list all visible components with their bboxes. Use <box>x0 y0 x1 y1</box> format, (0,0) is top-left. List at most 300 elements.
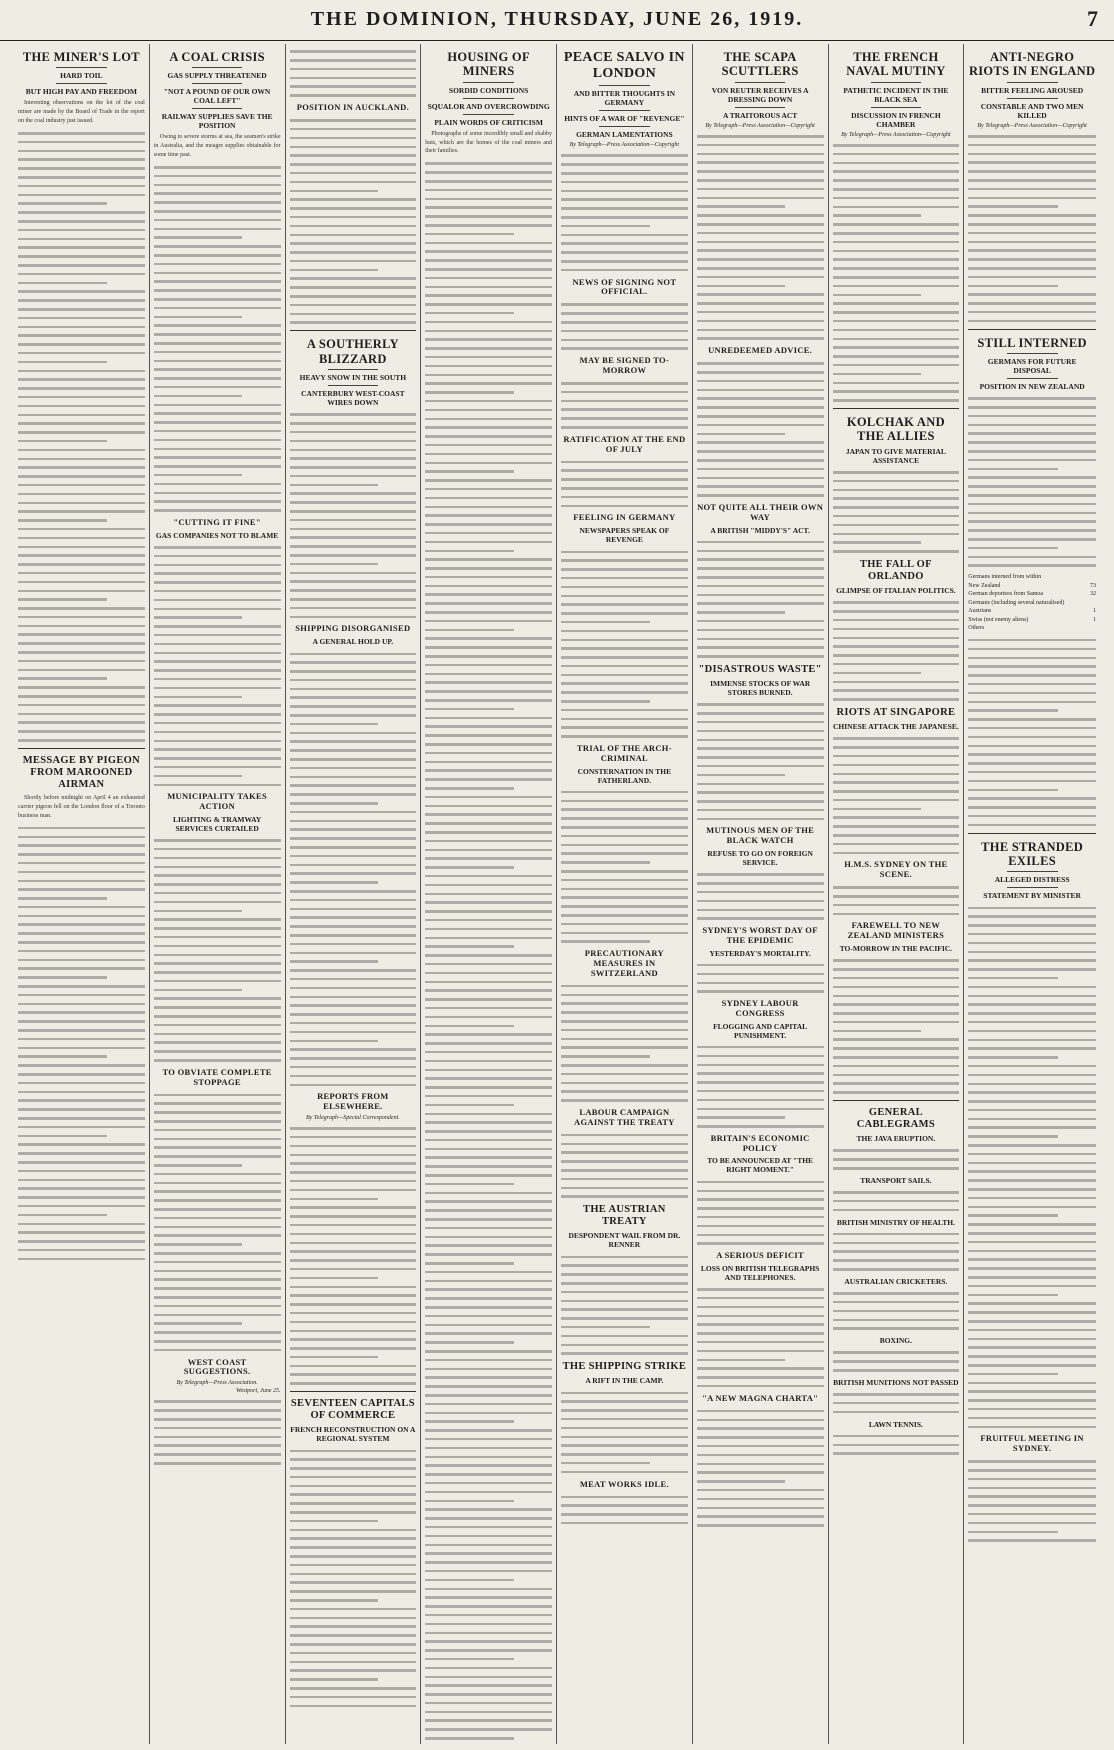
body-text-block <box>561 303 688 349</box>
text-line <box>561 1504 688 1507</box>
text-line <box>833 1056 960 1059</box>
text-line <box>561 726 688 729</box>
text-line <box>18 932 145 935</box>
text-line <box>425 778 552 781</box>
text-line <box>833 799 960 802</box>
text-line <box>561 1291 688 1294</box>
text-line <box>833 497 960 500</box>
text-line <box>18 739 145 742</box>
text-line <box>154 1462 281 1465</box>
text-line <box>968 1126 1096 1129</box>
article-black-watch <box>697 826 824 919</box>
article-housing-miners <box>425 50 552 1744</box>
text-line <box>154 1296 281 1299</box>
text-line <box>425 567 552 570</box>
text-line <box>561 808 688 811</box>
text-line <box>154 1050 281 1053</box>
text-line <box>290 1652 417 1655</box>
text-line <box>833 1310 960 1313</box>
text-line <box>697 135 824 138</box>
text-line <box>290 705 417 708</box>
text-line <box>425 1174 552 1177</box>
text-line <box>18 141 145 144</box>
text-line <box>425 1535 552 1538</box>
text-line <box>833 1452 960 1455</box>
table-row: Austrians 1 <box>968 608 1096 615</box>
text-line <box>290 580 417 583</box>
text-line <box>290 1338 417 1341</box>
text-line <box>290 1617 417 1620</box>
text-line <box>833 338 960 341</box>
article-obviate-stoppage <box>154 1068 281 1351</box>
article-municipality <box>154 792 281 1061</box>
text-line <box>290 1467 417 1470</box>
text-line <box>425 989 552 992</box>
text-line <box>154 1278 281 1281</box>
text-line <box>561 1160 688 1163</box>
body-text-block <box>968 135 1096 322</box>
text-line <box>290 1224 417 1227</box>
text-line <box>968 406 1096 409</box>
column-1 <box>14 44 150 1744</box>
text-line <box>154 307 281 310</box>
text-line <box>561 621 650 624</box>
text-line <box>968 1047 1096 1050</box>
text-line <box>18 950 145 953</box>
text-line <box>968 267 1096 270</box>
text-line <box>697 1463 824 1466</box>
text-line <box>290 1502 417 1505</box>
text-line <box>697 389 824 392</box>
text-line <box>561 1462 650 1465</box>
text-line <box>425 444 552 447</box>
text-line <box>561 577 688 580</box>
article-body: Interesting observations on the lot of the coal miner are made by the Board of Trade in the report on the coal industry just issued. <box>18 100 145 124</box>
text-line <box>833 672 922 675</box>
body-text-block <box>697 1046 824 1128</box>
text-line <box>697 585 824 588</box>
text-line <box>425 1491 552 1494</box>
text-line <box>697 1055 824 1058</box>
text-line <box>561 1169 688 1172</box>
text-line <box>18 466 145 469</box>
text-line <box>290 85 417 88</box>
article-hms-sydney <box>833 860 960 915</box>
text-line <box>968 1003 1096 1006</box>
text-line <box>154 166 281 169</box>
text-line <box>154 272 281 275</box>
text-line <box>154 483 281 486</box>
article-ratification <box>561 435 688 507</box>
text-line <box>425 1676 552 1679</box>
text-line <box>425 1086 552 1089</box>
byline: By Telegraph—Press Association—Copyright <box>569 142 680 149</box>
text-line <box>561 478 688 481</box>
text-line <box>290 1661 417 1664</box>
text-line <box>154 555 281 558</box>
text-line <box>561 269 688 272</box>
text-line <box>833 904 960 907</box>
text-line <box>425 180 552 183</box>
text-line <box>697 1207 824 1210</box>
text-line <box>18 414 145 417</box>
text-line <box>425 347 552 350</box>
text-line <box>561 1187 688 1190</box>
text-line <box>968 450 1096 453</box>
text-line <box>833 214 922 217</box>
text-line <box>18 1196 145 1199</box>
text-line <box>425 1464 552 1467</box>
text-line <box>18 1170 145 1173</box>
text-line <box>697 576 824 579</box>
text-line <box>425 1579 514 1582</box>
text-line <box>561 817 688 820</box>
headline: "A NEW MAGNA CHARTA" <box>702 1392 819 1403</box>
text-line <box>833 1167 960 1170</box>
text-line <box>425 743 552 746</box>
text-line <box>561 923 688 926</box>
text-line <box>697 249 824 252</box>
article-peace-salvo <box>561 50 688 271</box>
text-line <box>697 1480 786 1483</box>
text-line <box>154 1418 281 1421</box>
subhead: LAWN TENNIS. <box>868 1419 923 1429</box>
text-line <box>290 77 417 80</box>
column-2 <box>150 44 286 1744</box>
text-line <box>154 192 281 195</box>
text-line <box>290 50 417 53</box>
text-line <box>18 695 145 698</box>
article-general-cablegrams <box>833 1107 960 1455</box>
text-line <box>833 162 960 165</box>
article-french-mutiny <box>833 50 960 402</box>
text-line <box>968 476 1096 479</box>
text-line <box>968 485 1096 488</box>
headline: NOT QUITE ALL THEIR OWN WAY <box>697 501 824 522</box>
text-line <box>18 572 145 575</box>
text-line <box>154 997 281 1000</box>
subhead: BRITISH MUNITIONS NOT PASSED <box>833 1377 959 1387</box>
text-line <box>968 942 1096 945</box>
text-line <box>425 866 514 869</box>
text-line <box>833 689 960 692</box>
article-sydney-labour <box>697 999 824 1128</box>
text-line <box>18 598 107 601</box>
text-line <box>425 1702 552 1705</box>
text-line <box>697 646 824 649</box>
body-text-block <box>290 50 417 96</box>
text-line <box>833 267 960 270</box>
text-line <box>290 1250 417 1253</box>
text-line <box>18 220 145 223</box>
text-line <box>18 836 145 839</box>
deck: VON REUTER RECEIVES A DRESSING DOWN <box>711 85 809 104</box>
body-text-block <box>833 1351 960 1371</box>
text-line <box>833 1259 960 1262</box>
text-line <box>561 826 688 829</box>
text-line <box>154 775 243 778</box>
body-text-block <box>561 382 688 428</box>
text-line <box>290 943 417 946</box>
text-line <box>425 1711 552 1714</box>
text-line <box>18 616 145 619</box>
text-line <box>697 703 824 706</box>
deck: PLAIN WORDS OF CRITICISM <box>434 117 543 127</box>
text-line <box>968 144 1096 147</box>
text-line <box>968 1223 1096 1226</box>
text-line <box>290 137 417 140</box>
text-line <box>561 487 688 490</box>
deck: TO BE ANNOUNCED AT "THE RIGHT MOMENT." <box>707 1156 814 1175</box>
body-text-block <box>833 1292 960 1330</box>
text-line <box>154 599 281 602</box>
text-line <box>697 774 786 777</box>
text-line <box>968 1469 1096 1472</box>
text-line <box>425 1385 552 1388</box>
text-line <box>290 996 417 999</box>
text-line <box>561 1409 688 1412</box>
text-line <box>290 1458 417 1461</box>
text-line <box>425 541 552 544</box>
text-line <box>561 612 688 615</box>
text-line <box>290 846 417 849</box>
text-line <box>425 1588 552 1591</box>
text-line <box>18 1117 145 1120</box>
text-line <box>425 857 552 860</box>
text-line <box>290 872 417 875</box>
body-text-block <box>833 1435 960 1455</box>
text-line <box>18 370 145 373</box>
text-line <box>18 546 145 549</box>
text-line <box>561 665 688 668</box>
text-line <box>18 827 145 830</box>
text-line <box>425 699 552 702</box>
text-line <box>425 1280 552 1283</box>
text-line <box>154 1155 281 1158</box>
text-line <box>833 755 960 758</box>
body-text-block <box>833 471 960 553</box>
text-line <box>290 987 417 990</box>
text-line <box>18 1187 145 1190</box>
text-line <box>425 884 552 887</box>
text-line <box>968 780 1096 783</box>
text-line <box>968 797 1096 800</box>
text-line <box>290 572 417 575</box>
text-line <box>425 620 552 623</box>
text-line <box>968 1153 1096 1156</box>
text-line <box>561 505 688 508</box>
text-line <box>833 968 960 971</box>
text-line <box>18 906 145 909</box>
table-row: New Zealand 73 <box>968 582 1096 589</box>
text-line <box>968 1021 1096 1024</box>
text-line <box>18 730 145 733</box>
text-line <box>425 1640 552 1643</box>
text-line <box>290 295 417 298</box>
text-line <box>18 238 145 241</box>
text-line <box>154 546 281 549</box>
text-line <box>561 225 650 228</box>
text-line <box>290 1356 379 1359</box>
text-line <box>18 1099 145 1102</box>
text-line <box>968 968 1096 971</box>
text-line <box>154 1234 281 1237</box>
text-line <box>968 1232 1096 1235</box>
text-line <box>697 232 824 235</box>
text-line <box>833 302 960 305</box>
text-line <box>968 1170 1096 1173</box>
text-line <box>425 523 552 526</box>
text-line <box>425 901 552 904</box>
text-line <box>561 1427 688 1430</box>
article-shipping <box>290 624 417 1086</box>
text-line <box>290 916 417 919</box>
article-shipping-strike <box>561 1361 688 1473</box>
text-line <box>154 971 281 974</box>
text-line <box>561 1352 688 1355</box>
text-line <box>833 601 960 604</box>
text-line <box>425 1544 552 1547</box>
text-line <box>425 1306 552 1309</box>
text-line <box>425 277 552 280</box>
deck: CONSTERNATION IN THE FATHERLAND. <box>577 766 672 785</box>
table-row: Others <box>968 625 985 632</box>
text-line <box>561 1134 688 1137</box>
text-line <box>833 808 922 811</box>
text-line <box>154 954 281 957</box>
article-switzerland <box>561 949 688 1101</box>
text-line <box>561 1326 650 1329</box>
deck: FRENCH RECONSTRUCTION ON A REGIONAL SYSTEM <box>290 1425 416 1444</box>
text-line <box>290 820 417 823</box>
headline: REPORTS FROM ELSEWHERE. <box>317 1091 389 1112</box>
text-line <box>290 59 417 62</box>
text-line <box>154 945 281 948</box>
text-line <box>833 241 960 244</box>
text-line <box>154 404 281 407</box>
text-line <box>833 170 960 173</box>
text-line <box>833 1360 960 1363</box>
article-west-coast <box>154 1358 281 1465</box>
text-line <box>561 586 688 589</box>
text-line <box>968 547 1057 550</box>
text-line <box>697 477 824 480</box>
text-line <box>425 171 552 174</box>
text-line <box>290 119 417 122</box>
text-line <box>425 805 552 808</box>
text-line <box>290 181 417 184</box>
table-row: German deportees from Samoa 32 <box>968 591 1096 598</box>
text-line <box>561 207 688 210</box>
text-line <box>561 408 688 411</box>
text-line <box>833 1200 960 1203</box>
text-line <box>833 206 960 209</box>
text-line <box>290 457 417 460</box>
text-line <box>425 1667 552 1670</box>
text-line <box>425 831 552 834</box>
column-8 <box>964 44 1100 1744</box>
text-line <box>561 417 688 420</box>
text-line <box>18 528 145 531</box>
text-line <box>968 1162 1096 1165</box>
text-line <box>18 167 145 170</box>
text-line <box>290 802 379 805</box>
text-line <box>968 459 1096 462</box>
text-line <box>697 205 786 208</box>
text-line <box>697 371 824 374</box>
text-line <box>968 1083 1096 1086</box>
text-line <box>833 654 960 657</box>
text-line <box>697 302 824 305</box>
text-line <box>154 1094 281 1097</box>
text-line <box>561 559 688 562</box>
text-line <box>425 937 552 940</box>
text-line <box>425 1051 552 1054</box>
table-row: Germans (including several naturalised) <box>968 599 1065 606</box>
text-line <box>425 1218 552 1221</box>
text-line <box>154 1015 281 1018</box>
text-line <box>425 1649 552 1652</box>
text-line <box>290 1590 417 1593</box>
article-farewell <box>833 921 960 1093</box>
text-line <box>18 264 145 267</box>
text-line <box>697 809 824 812</box>
text-line <box>154 874 281 877</box>
text-line <box>290 1573 417 1576</box>
text-line <box>154 1243 243 1246</box>
text-line <box>18 158 145 161</box>
text-line <box>968 276 1096 279</box>
text-line <box>697 611 786 614</box>
text-line <box>561 1444 688 1447</box>
text-line <box>968 824 1096 827</box>
text-line <box>833 1149 960 1152</box>
text-line <box>154 1427 281 1430</box>
text-line <box>697 1350 824 1353</box>
text-line <box>290 723 379 726</box>
text-line <box>154 1252 281 1255</box>
text-line <box>18 326 145 329</box>
text-line <box>290 1233 417 1236</box>
text-line <box>968 709 1057 712</box>
text-line <box>561 630 688 633</box>
text-line <box>968 692 1096 695</box>
headline: HOUSING OF MINERS <box>447 50 530 79</box>
text-line <box>968 1250 1096 1253</box>
text-line <box>968 503 1096 506</box>
text-line <box>561 461 688 464</box>
body-text-block <box>425 162 552 1744</box>
text-line <box>968 520 1096 523</box>
text-line <box>561 1471 688 1474</box>
deck: HARD TOIL <box>60 71 103 81</box>
text-line <box>697 1099 824 1102</box>
text-line <box>968 285 1057 288</box>
text-line <box>697 1454 824 1457</box>
text-line <box>833 550 960 553</box>
text-line <box>697 909 824 912</box>
text-line <box>425 1236 552 1239</box>
headline: PRECAUTIONARY MEASURES IN SWITZERLAND <box>584 948 664 978</box>
headline: THE MINER'S LOT <box>22 50 140 64</box>
text-line <box>697 973 824 976</box>
text-line <box>697 337 824 340</box>
text-line <box>18 967 145 970</box>
text-line <box>697 1332 824 1335</box>
deck: SORDID CONDITIONS <box>448 85 529 95</box>
text-line <box>561 1011 688 1014</box>
text-line <box>968 1267 1096 1270</box>
